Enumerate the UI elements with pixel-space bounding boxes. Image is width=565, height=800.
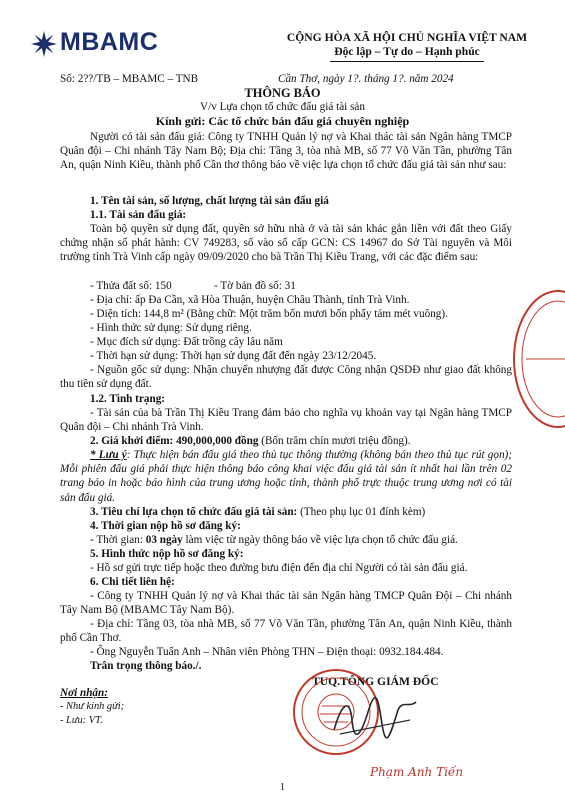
submission-time-rest: làm việc từ ngày thông báo về việc lựa chọn tổ chức đấu giá.	[182, 534, 458, 546]
handwritten-signature-icon	[330, 690, 420, 745]
side-seal-stamp-icon	[506, 284, 565, 434]
contact-person: - Ông Nguyễn Tuấn Anh – Nhân viên Phòng THN – Điện thoại: 0932.184.484.	[90, 646, 444, 658]
closing-line: Trân trọng thông báo./.	[90, 660, 202, 672]
selection-criteria-line	[90, 505, 425, 519]
note-text: : Thực hiện bán đấu giá theo thủ tục thông thường (không bán theo thủ tục rút gọn); Mỗi phiên đấu giá phải thực hiện thông báo công khai việc đấu giá tài sản ít nhất hai lần trên 02 trang báo in hoặc báo hình của trung ương hoặc tỉnh, thành phố trực thuộc trung ương nơi có tài sản đấu giá.	[60, 449, 512, 504]
asset-area: - Diện tích: 144,8 m² (Bằng chữ: Một trăm bốn mươi bốn phẩy tám mét vuông).	[90, 308, 448, 320]
starting-price-label: 2. Giá khởi điểm: 490,000,000 đồng	[90, 435, 259, 447]
nation-heading: CỘNG HÒA XÃ HỘI CHỦ NGHĨA VIỆT NAM	[286, 31, 528, 44]
section-6-heading: 6. Chi tiết liên hệ:	[90, 576, 175, 588]
document-subject: V/v Lựa chọn tổ chức đấu giá tài sản	[200, 101, 365, 113]
submission-time-prefix: - Thời gian:	[90, 534, 146, 546]
selection-criteria-value: (Theo phụ lục 01 đính kèm)	[297, 506, 426, 518]
usage-purpose: - Mục đích sử dụng: Đất trồng cây lâu năm	[90, 336, 283, 348]
document-reference: Số: 2??/TB – MBAMC – TNB	[60, 73, 199, 85]
intro-paragraph: Người có tài sản đấu giá: Công ty TNHH Quản lý nợ và Khai thác tài sản Ngân hàng TMCP Quân đội – Chi nhánh Tây Nam Bộ; Địa chỉ: Tầng 3, tòa nhà MB, số 77 Võ Văn Tần, phường Tân An, quận Ninh Kiều, thành phố Cần thơ thông báo về việc lựa chọn tổ chức đấu giá tài sản như sau:	[60, 131, 512, 172]
asset-description: Toàn bộ quyền sử dụng đất, quyền sở hữu nhà ở và tài sản khác gắn liền với đất theo Giấy chứng nhận số phát hành: CV 749283, số vào sổ cấp GCN: CS 14967 do Sở Tài nguyên và Môi trường tỉnh Trà Vinh cấp ngày 09/09/2020 cho bà Trần Thị Kiều Trang, với các đặc điểm sau:	[60, 223, 512, 264]
recipients-line-2: - Lưu: VT.	[60, 715, 103, 726]
mbamc-star-logo-icon	[30, 30, 58, 58]
starting-price-line	[90, 434, 411, 448]
recipient-line: Kính gửi: Các tổ chức bán đấu giá chuyên nghiệp	[155, 114, 410, 128]
brand-logo-text: MBAMC	[60, 28, 159, 56]
auction-note	[60, 448, 512, 505]
submission-time	[90, 533, 458, 547]
contact-company: - Công ty TNHH Quản lý nợ và Khai thác tài sản Ngân hàng TMCP Quân Đội – Chi nhánh Tây Nam Bộ (MBAMC Tây Nam Bộ).	[60, 590, 512, 617]
signer-role: TUQ.TỔNG GIÁM ĐỐC	[312, 675, 439, 688]
selection-criteria-label: 3. Tiêu chí lựa chọn tổ chức đấu giá tài sản:	[90, 506, 298, 518]
recipients-line-1: - Như kính gửi;	[60, 701, 125, 712]
section-1-heading: 1. Tên tài sản, số lượng, chất lượng tài sản đấu giá	[90, 195, 329, 207]
submission-days: 03 ngày	[145, 534, 183, 546]
motto-underline	[330, 61, 484, 62]
usage-form: - Hình thức sử dụng: Sử dụng riêng.	[90, 322, 252, 334]
starting-price-words: (Bốn trăm chín mươi triệu đồng).	[258, 435, 411, 447]
asset-address: - Địa chỉ: ấp Đa Cần, xã Hòa Thuận, huyện Châu Thành, tỉnh Trà Vinh.	[90, 294, 410, 306]
parcel-number: - Thửa đất số: 150	[90, 280, 172, 292]
signer-name: Phạm Anh Tiến	[370, 765, 464, 779]
recipients-label: Nơi nhận:	[60, 687, 108, 699]
submission-method: - Hồ sơ gửi trực tiếp hoặc theo đường bưu điện đến địa chỉ Người có tài sản đấu giá.	[90, 562, 468, 574]
document-date: Cần Thơ, ngày 1?. tháng 1?. năm 2024	[278, 73, 454, 85]
section-4-heading: 4. Thời gian nộp hồ sơ đăng ký:	[90, 520, 241, 532]
usage-origin: - Nguồn gốc sử dụng: Nhận chuyển nhượng đất được Công nhận QSDĐ như giao đất không thu tiền sử dụng đất.	[60, 364, 512, 391]
contact-address: - Địa chỉ: Tầng 03, tòa nhà MB, số 77 Võ Văn Tần, phường Tân An, quận Ninh Kiều, thành phố Cần Thơ.	[60, 618, 512, 645]
usage-term: - Thời hạn sử dụng: Thời hạn sử dụng đất đến ngày 23/12/2045.	[90, 350, 377, 362]
map-sheet-number: - Tờ bản đồ số: 31	[214, 280, 296, 292]
motto: Độc lập – Tự do – Hạnh phúc	[334, 45, 480, 58]
section-5-heading: 5. Hình thức nộp hồ sơ đăng ký:	[90, 548, 244, 560]
asset-status: - Tài sản của bà Trần Thị Kiều Trang đảm bảo cho nghĩa vụ khoản vay tại Ngân hàng TMCP Quân đội – Chi nhánh Trà Vinh.	[60, 407, 512, 434]
section-1-2-heading: 1.2. Tình trạng:	[90, 393, 166, 405]
section-1-1-heading: 1.1. Tài sản đấu giá:	[90, 209, 187, 221]
page-number: 1	[280, 782, 285, 793]
note-label: * Lưu ý	[90, 449, 127, 461]
document-title: THÔNG BÁO	[244, 86, 321, 100]
